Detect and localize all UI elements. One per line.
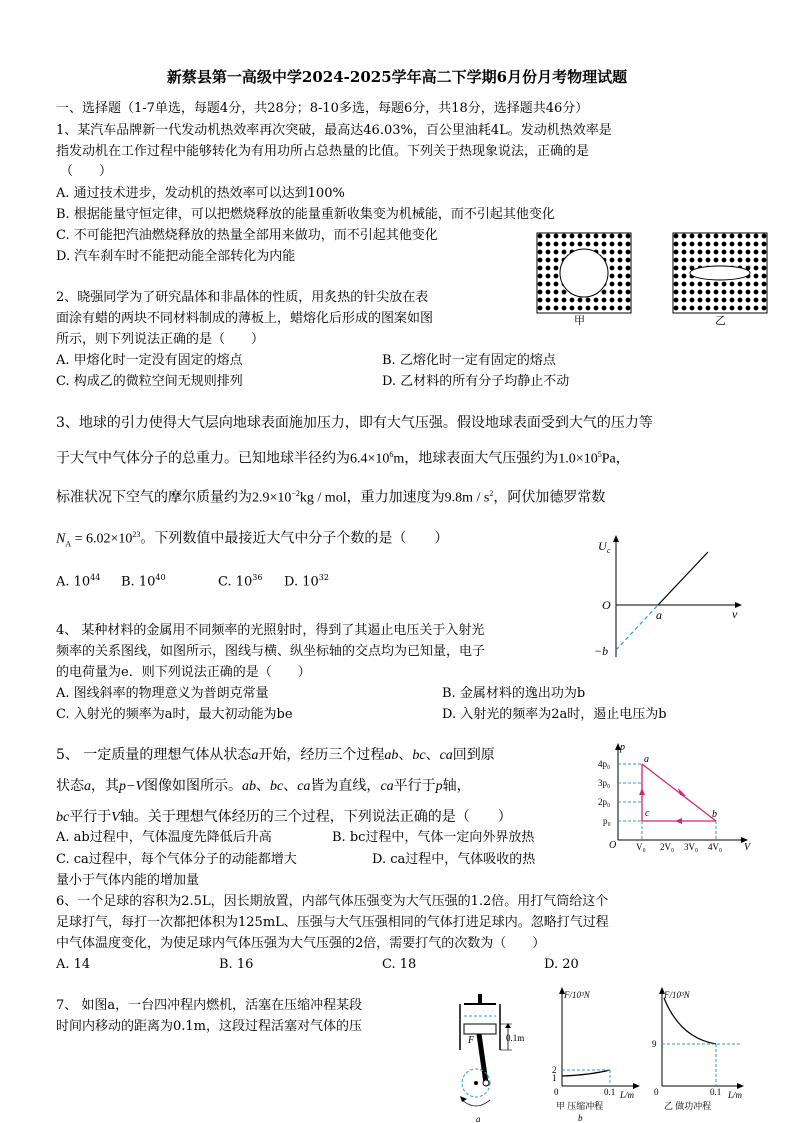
q3-text: ，地球表面大气压强约为 [404, 450, 559, 467]
compression-curve [562, 1070, 610, 1076]
xtick-v0: V₀ [636, 842, 646, 852]
rotation-arrowhead [460, 1096, 467, 1102]
q5-stem-line2 [56, 777, 471, 796]
pressure-unit: Pa [601, 451, 616, 467]
q4-option-b[interactable]: B. 金属材料的逸出功为b [442, 686, 586, 701]
avogadro-exp: 23 [132, 530, 141, 539]
q6-option-c[interactable]: C. 18 [382, 957, 417, 972]
origin-o: O [609, 840, 617, 851]
q1-stem-line1: 1、某汽车品牌新一代发动机热效率再次突破，最高达46.03%，百公里油耗4L。发动机热效率是 [56, 123, 612, 138]
arrow-ab [678, 788, 686, 796]
q6-stem-line1: 6、一个足球的容积为2.5L，因长期放置，内部气体压强变为大气压强的1.2倍。用打气筒给这个 [56, 894, 609, 909]
q3-d-exp: 32 [318, 573, 329, 582]
ylabel: F/10³N [664, 990, 690, 1000]
q5-var: a [251, 748, 259, 763]
q4-uc-nu-graph [590, 532, 750, 662]
q3-stem-line3 [56, 485, 605, 508]
q6-option-b[interactable]: B. 16 [219, 957, 254, 972]
avogadro-symbol: N [56, 531, 66, 547]
q5-text: 轴。关于理想气体经历的三个过程，下列说法正确的是（ ） [119, 809, 512, 825]
ylabel-sub: c [607, 546, 611, 555]
q5-text: 回到原 [452, 747, 495, 763]
sub-label: b [578, 1113, 583, 1123]
q6-option-d[interactable]: D. 20 [544, 957, 579, 972]
q7-stem-line1: 7、 如图a，一台四冲程内燃机，活塞在压缩冲程某段 [56, 998, 363, 1013]
q5-var: ab [242, 779, 256, 794]
q2-stem-line1: 2、晓强同学为了研究晶体和非晶体的性质，用炙热的针尖放在表 [56, 290, 429, 305]
page-title: 新蔡县第一高级中学2024-2025学年高二下学期6月份月考物理试题 [166, 68, 628, 86]
fig-a-label: a [476, 1114, 481, 1123]
xtick-3v0: 3V₀ [684, 842, 699, 852]
q5-var: ab [384, 748, 399, 763]
q5-var: ca [439, 748, 453, 763]
q7-power-graph [648, 984, 758, 1123]
q5-text: 、 [398, 747, 413, 763]
q5-text: 、 [425, 747, 440, 763]
q3-text: 标准状况下空气的摩尔质量约为 [56, 489, 252, 506]
q5-var: V [111, 810, 120, 825]
q3-a-exp: 44 [90, 573, 101, 582]
xlabel: L/m [620, 1090, 635, 1100]
a-label: a [656, 608, 662, 622]
arrow-bc [675, 818, 682, 824]
q2-stem-line3: 所示，则下列说法正确的是（ ） [56, 332, 265, 347]
q4-stem-line1: 4、 某种材料的金属用不同频率的光照射时，得到了其遏止电压关于入射光 [56, 623, 485, 638]
ytick-2: 2 [552, 1065, 557, 1075]
q4-option-a[interactable]: A. 图线斜率的物理意义为普朗克常量 [56, 686, 269, 701]
molar-mass-exp: −2 [291, 489, 300, 498]
xtick: 0.1 [604, 1087, 616, 1097]
q4-stem-line2: 频率的关系图线，如图所示，图线与横、纵坐标轴的交点均为已知量，电子 [56, 644, 486, 659]
ylabel-u: U [598, 539, 607, 553]
q3-stem-line2 [56, 446, 630, 469]
avogadro-sub: A [65, 539, 72, 549]
avogadro-value: = 6.02×10 [71, 531, 133, 547]
q1-option-d[interactable]: D. 汽车刹车时不能把动能全部转化为内能 [56, 249, 296, 264]
q3-text: ，重力加速度为 [346, 489, 445, 506]
q5-option-b[interactable]: B. bc过程中，气体一定向外界放热 [332, 830, 535, 845]
crank-center [474, 1081, 478, 1085]
q3-b-exp: 40 [155, 573, 166, 582]
point-b: b [712, 809, 717, 820]
radius-unit: m [393, 451, 405, 467]
q5-text: 5、 一定质量的理想气体从状态 [56, 747, 252, 763]
q3-text: ， [615, 450, 630, 467]
q2-stem-line2: 面涂有蜡的两块不同材料制成的薄板上，蜡熔化后形成的图案如图 [56, 311, 434, 326]
q5-var: ca [380, 779, 394, 794]
origin: 0 [554, 1087, 559, 1097]
y-arrow [613, 535, 619, 542]
caption: 甲 压缩冲程 [556, 1101, 604, 1111]
q5-text: 图像如图所示。 [144, 778, 242, 794]
process-ab [642, 764, 716, 821]
q3-c-exp: 36 [252, 573, 263, 582]
q5-var: p−V [119, 779, 144, 794]
q5-var: ca [297, 779, 311, 794]
q4-option-c[interactable]: C. 入射光的频率为a时，最大初动能为be [56, 707, 293, 722]
q5-var: p [435, 779, 443, 794]
q5-text: 开始，经历三个过程 [258, 747, 385, 763]
q6-stem-line3: 中气体温度变化，为使足球内气体压强为大气压强的2倍，需要打气的次数为（ ） [56, 936, 546, 951]
fig-label-yi: 乙 [715, 314, 726, 327]
q5-stem-line1 [56, 746, 495, 765]
q5-text: 轴， [442, 778, 471, 794]
ytick-4p: 4p₀ [598, 759, 611, 769]
caption: 乙 做功冲程 [664, 1101, 712, 1111]
ytick-9: 9 [652, 1039, 657, 1049]
xtick-4v0: 4V₀ [708, 842, 723, 852]
q1-stem-line2: 指发动机在工作过程中能够转化为有用功所占总热量的比值。下列关于热现象说法，正确的是 [56, 144, 590, 159]
q5-text: 、 [256, 778, 270, 794]
q5-text: 平行于 [393, 778, 436, 794]
x-arrow [737, 1083, 744, 1089]
q6-option-a[interactable]: A. 14 [56, 957, 91, 972]
q1-option-a[interactable]: A. 通过技术进步，发动机的热效率可以达到100% [56, 186, 345, 201]
gravity-exp: 2 [489, 489, 494, 498]
pressure-exp: 5 [597, 450, 602, 459]
section-heading: 一、选择题（1-7单选，每题4分，共28分；8-10多选，每题6分，共18分，选择题共46分） [56, 101, 589, 116]
dashed-extension [616, 605, 658, 650]
xlabel-nu: ν [732, 607, 738, 621]
q5-var: bc [56, 810, 70, 825]
q3-text: 。下列数值中最接近大气中分子个数的是（ ） [140, 530, 449, 547]
b-label: −b [594, 644, 609, 658]
solid-line [658, 552, 708, 605]
piston-rod-top [478, 994, 482, 1004]
fig-label-jia: 甲 [574, 314, 585, 327]
point-c: c [645, 808, 650, 819]
p-label: p [620, 742, 625, 753]
q5-option-d[interactable]: D. ca过程中，气体吸收的热 [372, 852, 536, 867]
q2-option-c[interactable]: C. 构成乙的微粒空间无规则排列 [56, 374, 243, 389]
ytick-p: p₀ [603, 816, 611, 826]
molar-mass-value: 2.9×10 [252, 490, 292, 506]
q5-option-d-cont: 量小于气体内能的增加量 [56, 873, 200, 888]
origin-label: O [602, 598, 611, 612]
q5-var: bc [270, 779, 284, 794]
molar-mass-unit: kg / mol [299, 490, 347, 506]
radius-exp: 6 [389, 450, 394, 459]
power-curve [664, 998, 716, 1044]
gravity-value: 9.8m / s [444, 490, 490, 506]
q5-text: ，其 [91, 778, 119, 794]
q5-stem-line3 [56, 808, 512, 827]
q1-option-c[interactable]: C. 不可能把汽油燃烧释放的热量全部用来做功，而不引起其他变化 [56, 228, 438, 243]
melt-circle [560, 249, 608, 297]
q2-wax-figure [536, 232, 776, 332]
q3-stem-line1: 3、地球的引力使得大气层向地球表面施加压力，即有大气压强。假设地球表面受到大气的压力等 [56, 415, 653, 431]
melt-ellipse [690, 266, 750, 280]
xlabel: L/m [728, 1090, 743, 1100]
q6-stem-line2: 足球打气，每打一次都把体积为125mL、压强与大气压强相同的气体打进足球内。忽略打气过程 [56, 915, 609, 930]
x-arrow [633, 1083, 640, 1089]
q3-stem-line4 [56, 526, 448, 553]
force-label: F [468, 1035, 475, 1046]
q3-c-base: C. 10 [218, 574, 253, 590]
q3-option-d[interactable] [284, 569, 329, 591]
rotation-arrow [462, 1100, 490, 1106]
q5-text: 皆为直线， [310, 778, 381, 794]
q1-answer-paren: （ ） [60, 164, 113, 179]
point-a: a [644, 754, 649, 765]
q3-text: ，阿伏加德罗常数 [493, 489, 606, 506]
q5-text: 平行于 [69, 809, 112, 825]
pressure-value: 1.0×10 [558, 451, 598, 467]
radius-value: 6.4×10 [350, 451, 390, 467]
ytick-3p: 3p₀ [598, 778, 611, 788]
xtick: 0.1 [710, 1087, 722, 1097]
q4-option-d[interactable]: D. 入射光的频率为2a时，遏止电压为b [442, 707, 667, 722]
q2-option-d[interactable]: D. 乙材料的所有分子均静止不动 [382, 374, 570, 389]
q3-text: 于大气中气体分子的总重力。已知地球半径约为 [56, 450, 350, 467]
v-label: V [744, 842, 751, 852]
q5-text: 、 [283, 778, 298, 794]
q3-b-base: B. 10 [121, 574, 156, 590]
piston [464, 1024, 496, 1034]
crank-pin [483, 1080, 489, 1086]
q3-option-a[interactable] [56, 569, 100, 591]
dist-label: 0.1m [506, 1033, 525, 1043]
q2-option-a[interactable]: A. 甲熔化时一定没有固定的熔点 [56, 353, 243, 368]
q5-option-c[interactable]: C. ca过程中，每个气体分子的动能都增大 [56, 852, 297, 867]
q5-var: bc [412, 748, 426, 763]
q3-d-base: D. 10 [284, 574, 319, 590]
q2-option-b[interactable]: B. 乙熔化时一定有固定的熔点 [382, 353, 556, 368]
q1-option-b[interactable]: B. 根据能量守恒定律，可以把燃烧释放的能量重新收集变为机械能，而不引起其他变化 [56, 207, 555, 222]
ytick-2p: 2p₀ [598, 797, 611, 807]
q4-stem-line3: 的电荷量为e．则下列说法正确的是（ ） [56, 665, 311, 680]
q3-a-base: A. 10 [56, 574, 91, 590]
q5-pv-graph [598, 740, 758, 852]
origin: 0 [654, 1087, 659, 1097]
xtick-2v0: 2V₀ [660, 842, 675, 852]
q5-var: a [84, 779, 91, 794]
arrow-ca [639, 788, 645, 795]
q3-option-b[interactable] [121, 569, 166, 591]
q5-option-a[interactable]: A. ab过程中，气体温度先降低后升高 [56, 830, 272, 845]
q5-text: 状态 [56, 778, 84, 794]
ylabel: F/10³N [564, 990, 590, 1000]
ytick-1: 1 [552, 1073, 557, 1083]
q7-compression-graph [546, 984, 646, 1123]
q3-option-c[interactable] [218, 569, 262, 591]
q7-stem-line2: 时间内移动的距离为0.1m，这段过程活塞对气体的压 [56, 1019, 363, 1034]
q7-engine-figure [446, 990, 536, 1123]
